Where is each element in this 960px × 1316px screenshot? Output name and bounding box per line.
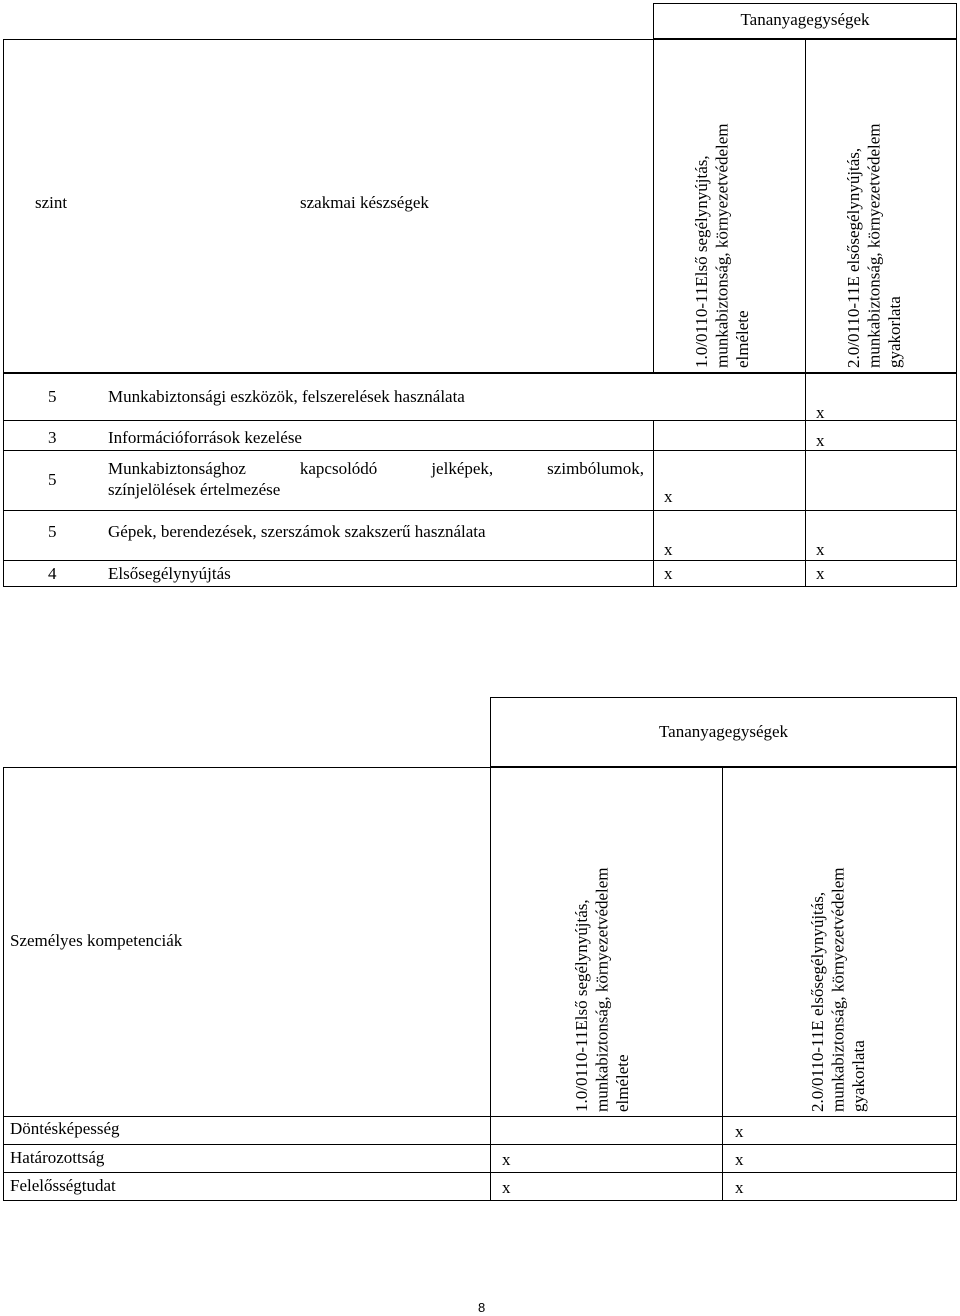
table1-col-level: szint (35, 193, 68, 212)
page-number: 8 (478, 1300, 486, 1315)
table2-col-unit2: 2.0/0110-11E elsősegélynyújtás, munkabiztonság, környezetvédelem gyakorlata (808, 867, 868, 1112)
table1-col-unit2: 2.0/0110-11E elsősegélynyújtás, munkabiztonság, környezetvédelem gyakorlata (844, 123, 904, 368)
table2-col-competence: Személyes kompetenciák (10, 931, 183, 950)
table2-group-header: Tananyagegységek (658, 722, 789, 741)
table1-header-row (3, 39, 957, 373)
table1-col-skills: szakmai készségek (300, 193, 429, 212)
table1-group-header: Tananyagegységek (740, 10, 870, 29)
table2-col-unit1: 1.0/0110-11Első segélynyújtás, munkabiztonság, környezetvédelem elmélete (572, 867, 632, 1112)
table1-col-unit1: 1.0/0110-11Első segélynyújtás, munkabiztonság, környezetvédelem elmélete (692, 123, 752, 368)
